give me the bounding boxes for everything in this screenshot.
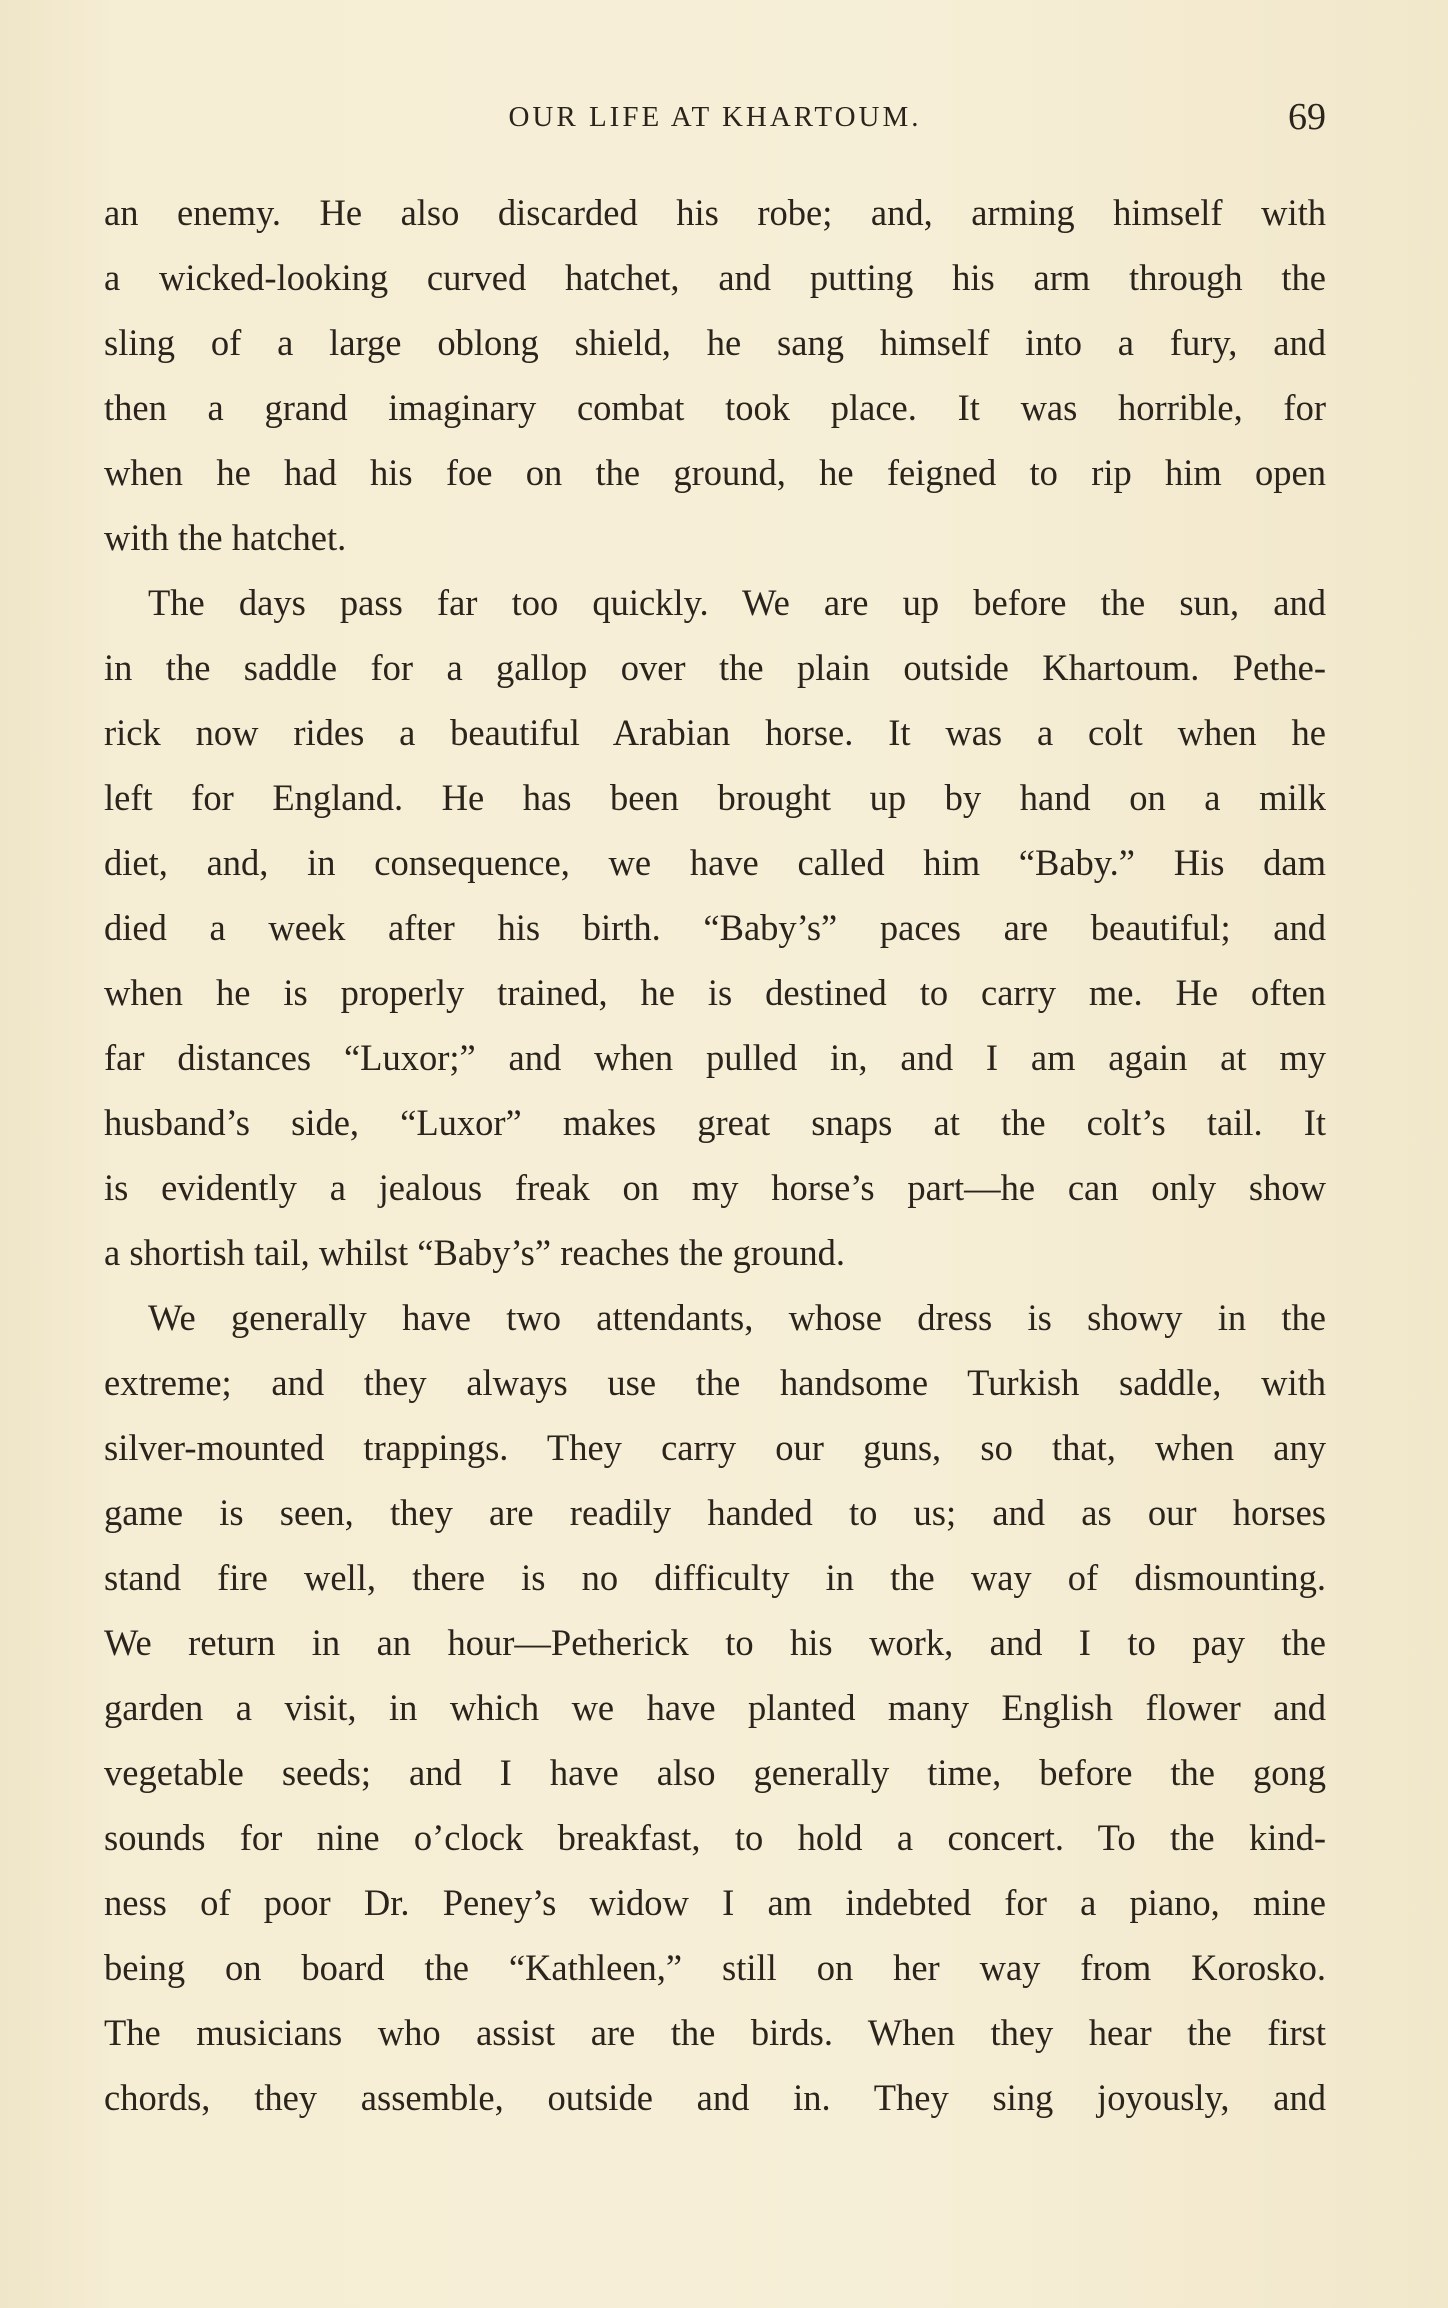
text-line: The musicians who assist are the birds. When they hear the first	[104, 2012, 1326, 2053]
page-number: 69	[1288, 96, 1326, 138]
text-line: garden a visit, in which we have planted many English flower and	[104, 1687, 1326, 1728]
text-line: The days pass far too quickly. We are up before the sun, and	[148, 582, 1326, 623]
text-line: vegetable seeds; and I have also generally time, before the gong	[104, 1752, 1326, 1793]
text-line: extreme; and they always use the handsome Turkish saddle, with	[104, 1362, 1326, 1403]
running-head	[104, 92, 1326, 142]
text-line: is evidently a jealous freak on my horse’s part—he can only show	[104, 1167, 1326, 1208]
text-line: stand fire well, there is no difficulty in the way of dismounting.	[104, 1557, 1326, 1598]
text-line: We generally have two attendants, whose dress is showy in the	[148, 1297, 1326, 1338]
text-line: then a grand imaginary combat took place. It was horrible, for	[104, 387, 1326, 428]
text-line: husband’s side, “Luxor” makes great snaps at the colt’s tail. It	[104, 1102, 1326, 1143]
text-line: a shortish tail, whilst “Baby’s” reaches the ground.	[104, 1232, 845, 1273]
text-line: with the hatchet.	[104, 517, 347, 558]
text-line: diet, and, in consequence, we have called him “Baby.” His dam	[104, 842, 1326, 883]
text-line: in the saddle for a gallop over the plain outside Khartoum. Pethe-	[104, 647, 1326, 688]
text-line: being on board the “Kathleen,” still on her way from Korosko.	[104, 1947, 1326, 1988]
text-line: silver-mounted trappings. They carry our guns, so that, when any	[104, 1427, 1326, 1468]
text-line: We return in an hour—Petherick to his work, and I to pay the	[104, 1622, 1326, 1663]
text-line: when he is properly trained, he is destined to carry me. He often	[104, 972, 1326, 1013]
text-line: sounds for nine o’clock breakfast, to hold a concert. To the kind-	[104, 1817, 1326, 1858]
text-line: when he had his foe on the ground, he feigned to rip him open	[104, 452, 1326, 493]
text-line: rick now rides a beautiful Arabian horse. It was a colt when he	[104, 712, 1326, 753]
text-line: an enemy. He also discarded his robe; and, arming himself with	[104, 192, 1326, 233]
text-line: ness of poor Dr. Peney’s widow I am indebted for a piano, mine	[104, 1882, 1326, 1923]
text-line: far distances “Luxor;” and when pulled in, and I am again at my	[104, 1037, 1326, 1078]
running-title: OUR LIFE AT KHARTOUM.	[508, 101, 922, 133]
body-text	[104, 180, 1326, 2130]
text-line: left for England. He has been brought up by hand on a milk	[104, 777, 1326, 818]
text-line: died a week after his birth. “Baby’s” paces are beautiful; and	[104, 907, 1326, 948]
text-line: game is seen, they are readily handed to us; and as our horses	[104, 1492, 1326, 1533]
text-line: chords, they assemble, outside and in. They sing joyously, and	[104, 2077, 1326, 2118]
text-line: a wicked-looking curved hatchet, and putting his arm through the	[104, 257, 1326, 298]
text-line: sling of a large oblong shield, he sang himself into a fury, and	[104, 322, 1326, 363]
